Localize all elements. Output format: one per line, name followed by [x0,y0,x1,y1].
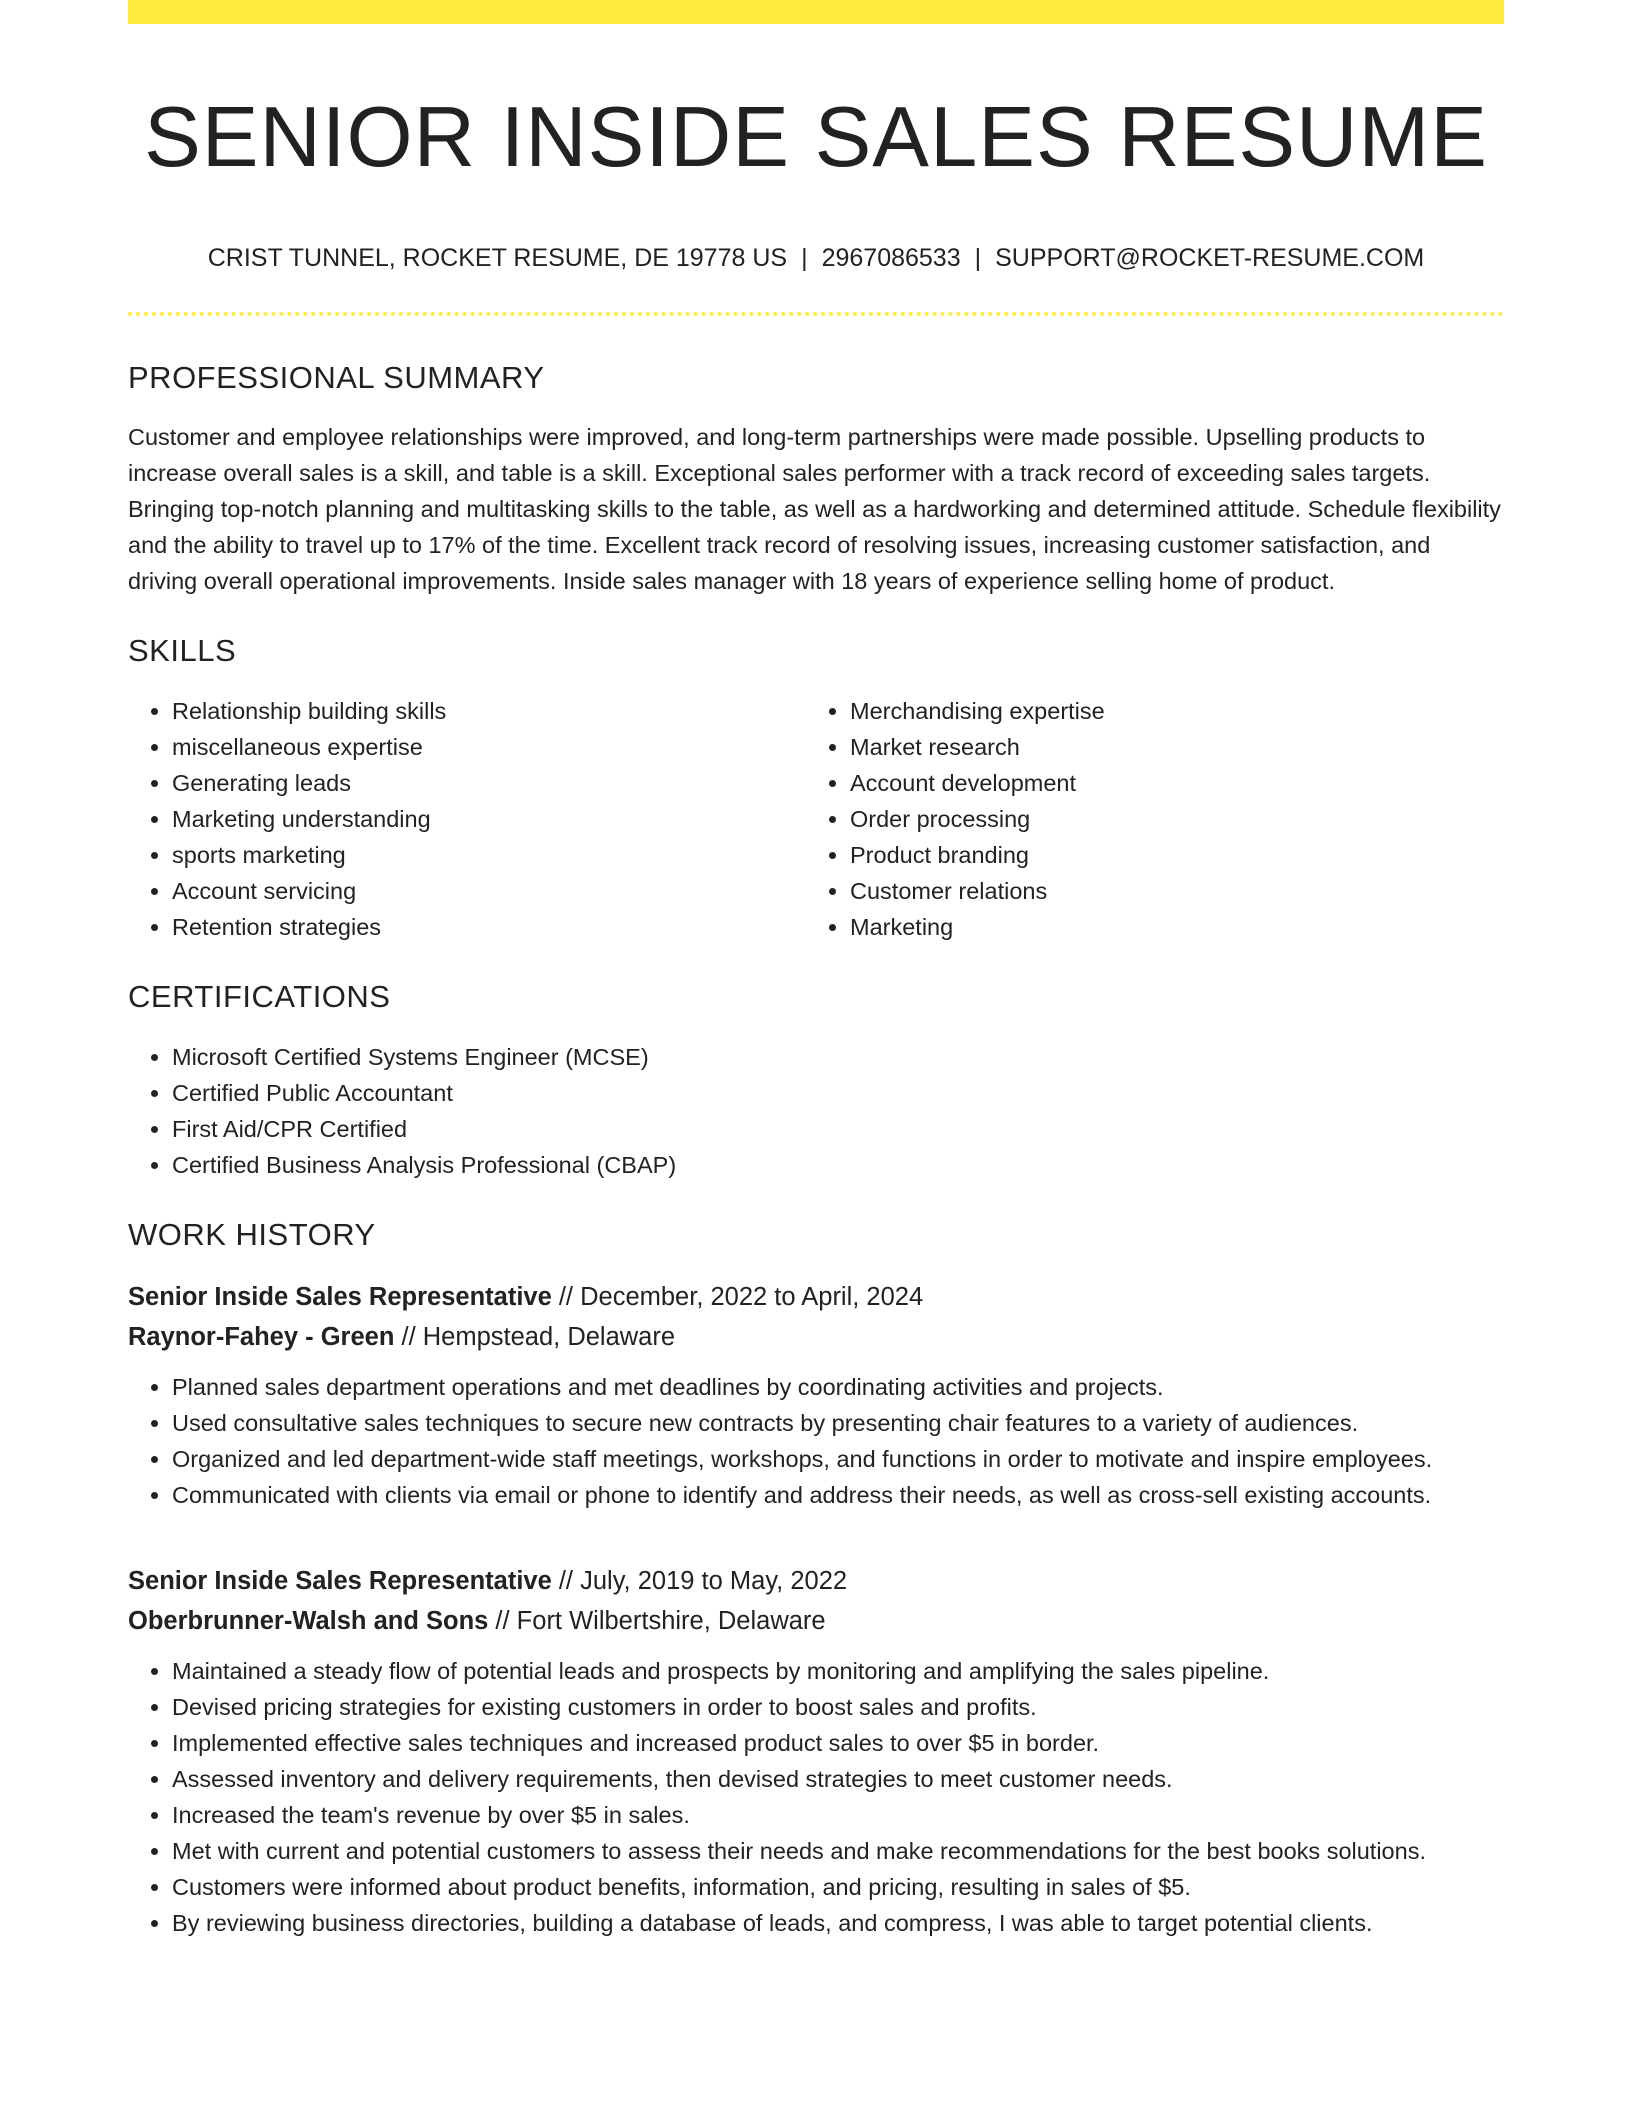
section-heading-certifications: CERTIFICATIONS [128,979,391,1014]
skill-item: • Merchandising expertise [850,693,1484,729]
job-company: Oberbrunner-Walsh and Sons [128,1607,489,1635]
job-title: Senior Inside Sales Representative [128,1567,552,1595]
job-entry [128,1277,1504,1513]
section-heading-skills: SKILLS [128,633,237,668]
skill-item: • Order processing [850,801,1484,837]
job-bullet: • Customers were informed about product benefits, information, and pricing, resulting in sales of $5. [172,1869,1504,1905]
job-bullet: • Planned sales department operations and met deadlines by coordinating activities and projects. [172,1369,1504,1405]
professional-summary-section [128,358,1504,599]
job-bullets [128,1653,1504,1941]
certification-item: • Microsoft Certified Systems Engineer (MCSE) [172,1039,1504,1075]
skill-item: • Product branding [850,837,1484,873]
contact-separator: | [801,244,808,272]
job-title-line [128,1277,1504,1317]
job-dates: // December, 2022 to April, 2024 [551,1283,924,1311]
skill-item: • Relationship building skills [172,693,806,729]
job-bullet: • Met with current and potential customers to assess their needs and make recommendations for the best books solutions. [172,1833,1504,1869]
skills-section [128,631,1504,945]
skill-item: • Marketing understanding [172,801,806,837]
job-company-line [128,1601,1504,1641]
skills-list-right [806,693,1484,945]
skill-item: • Customer relations [850,873,1484,909]
resume-page [128,0,1504,1941]
certification-item: • Certified Business Analysis Professional (CBAP) [172,1147,1504,1183]
job-bullet: • Implemented effective sales techniques and increased product sales to over $5 in border. [172,1725,1504,1761]
job-bullets [128,1369,1504,1513]
contact-email[interactable]: SUPPORT@ROCKET-RESUME.COM [995,244,1425,272]
skills-grid [128,693,1504,945]
certification-item: • Certified Public Accountant [172,1075,1504,1111]
certifications-list [128,1039,1504,1183]
job-title-line [128,1561,1504,1601]
work-history-section [128,1215,1504,1941]
job-bullet: • Organized and led department-wide staff meetings, workshops, and functions in order to motivate and inspire employees. [172,1441,1504,1477]
summary-text: Customer and employee relationships were improved, and long-term partnerships were made possible. Upselling products to increase overall sales is a skill, and table is a skill. Exceptional sales performer with a track record of exceeding sales targets. Bringing top-notch planning and multitasking skills to the table, as well as a hardworking and determined attitude. Schedule flexibility and the ability to travel up to 17% of the time. Excellent track record of resolving issues, increasing customer satisfaction, and driving overall operational improvements. Inside sales manager with 18 years of experience selling home of product. [128,424,1501,594]
job-location: // Hempstead, Delaware [394,1323,676,1351]
skill-item: • Marketing [850,909,1484,945]
skill-item: • miscellaneous expertise [172,729,806,765]
contact-line [128,242,1504,274]
certifications-section [128,977,1504,1183]
skill-item: • Market research [850,729,1484,765]
skill-item: • sports marketing [172,837,806,873]
resume-title: SENIOR INSIDE SALES RESUME [144,90,1488,185]
job-title: Senior Inside Sales Representative [128,1283,552,1311]
section-heading-work-history: WORK HISTORY [128,1217,376,1252]
contact-phone[interactable]: 2967086533 [821,244,961,272]
skill-item: • Generating leads [172,765,806,801]
job-entry [128,1561,1504,1941]
accent-top-bar [128,0,1504,24]
dotted-divider [128,312,1504,316]
job-bullet: • Assessed inventory and delivery requirements, then devised strategies to meet customer needs. [172,1761,1504,1797]
skill-item: • Account servicing [172,873,806,909]
contact-address: CRIST TUNNEL, ROCKET RESUME, DE 19778 US [207,244,788,272]
job-bullet: • By reviewing business directories, building a database of leads, and compress, I was able to target potential clients. [172,1905,1504,1941]
job-dates: // July, 2019 to May, 2022 [551,1567,848,1595]
job-company: Raynor-Fahey - Green [128,1323,395,1351]
skills-list-left [128,693,806,945]
certification-item: • First Aid/CPR Certified [172,1111,1504,1147]
job-bullet: • Communicated with clients via email or phone to identify and address their needs, as well as cross-sell existing accounts. [172,1477,1504,1513]
skill-item: • Account development [850,765,1484,801]
job-bullet: • Used consultative sales techniques to secure new contracts by presenting chair features to a variety of audiences. [172,1405,1504,1441]
job-bullet: • Maintained a steady flow of potential leads and prospects by monitoring and amplifying the sales pipeline. [172,1653,1504,1689]
job-bullet: • Devised pricing strategies for existing customers in order to boost sales and profits. [172,1689,1504,1725]
job-company-line [128,1317,1504,1357]
skill-item: • Retention strategies [172,909,806,945]
job-bullet: • Increased the team's revenue by over $5 in sales. [172,1797,1504,1833]
section-heading-summary: PROFESSIONAL SUMMARY [128,360,545,395]
contact-separator: | [974,244,982,272]
job-location: // Fort Wilbertshire, Delaware [488,1607,826,1635]
